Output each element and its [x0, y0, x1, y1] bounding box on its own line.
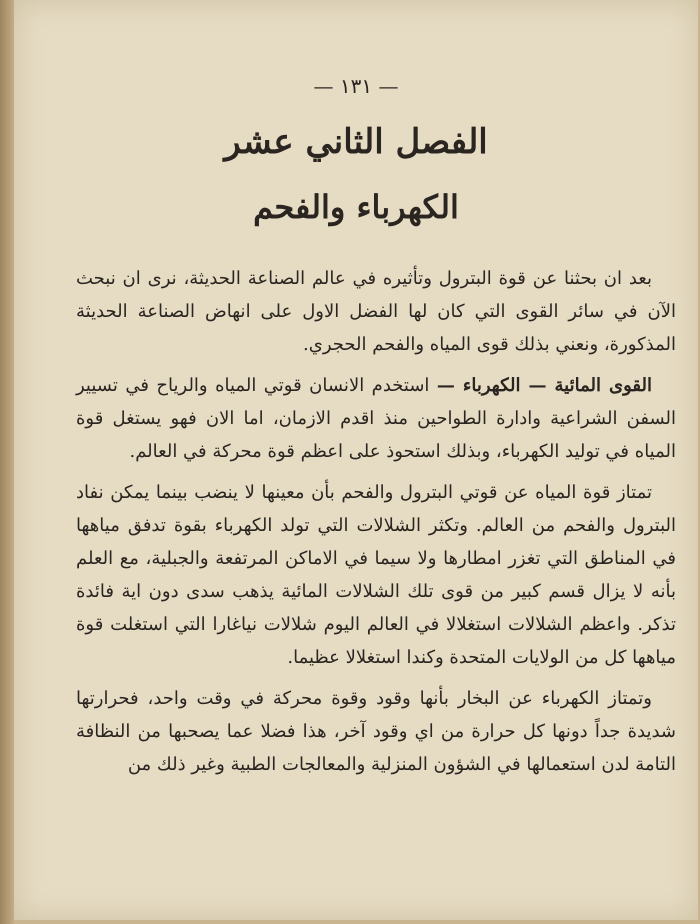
paragraph-text: بعد ان بحثنا عن قوة البترول وتأثيره في عالم الصناعة الحديثة، نرى ان نبحث الآن في سائر القوى التي كان لها الفضل الاول على انهاض الصناعة الحديثة المذكورة، ونعني بذلك قوى المياه والفحم الحجري. [76, 268, 676, 355]
paragraph-heading: القوى المائية — الكهرباء — [436, 375, 652, 396]
page-number: — ١٣١ — [313, 74, 399, 98]
paragraph [76, 369, 676, 468]
page-edge [0, 0, 14, 924]
paragraph [76, 262, 676, 361]
paragraph-text: وتمتاز الكهرباء عن البخار بأنها وقود وقوة محركة في وقت واحد، فحرارتها شديدة جداً دونها كل حرارة من اي وقود آخر، هذا فضلا عما يصحبها من النظافة التامة لدن استعمالها في الشؤون المنزلية والمعالجات الطبية وغير ذلك من [76, 688, 676, 775]
paragraph-text: تمتاز قوة المياه عن قوتي البترول والفحم بأن معينها لا ينضب بينما يمكن نفاد البترول والفحم من العالم. وتكثر الشلالات التي تولد الكهرباء بقوة تدفق مياهها في المناطق التي تغزر امطارها ولا سيما في الاماكن المرتفعة والجبلية، مع العلم بأنه لا يزال قسم كبير من قوى تلك الشلالات المائية يذهب سدى دون اية فائدة تذكر. واعظم الشلالات استغلالا في العالم اليوم شلالات نياغارا التي استغلت قوة مياهها كل من الولايات المتحدة وكندا استغلالا عظيما. [76, 482, 676, 668]
book-page [14, 0, 698, 920]
chapter-subtitle: الكهرباء والفحم [253, 188, 459, 226]
body-text [76, 262, 676, 789]
chapter-title: الفصل الثاني عشر [224, 122, 488, 162]
paragraph [76, 476, 676, 674]
paragraph-text: استخدم الانسان قوتي المياه والرياح في تسيير السفن الشراعية وادارة الطواحين منذ اقدم الازمان، اما الان فهو يستغل قوة المياه في توليد الكهرباء، وبذلك استحوذ على اعظم قوة محركة في العالم. [76, 375, 676, 462]
paragraph [76, 682, 676, 781]
